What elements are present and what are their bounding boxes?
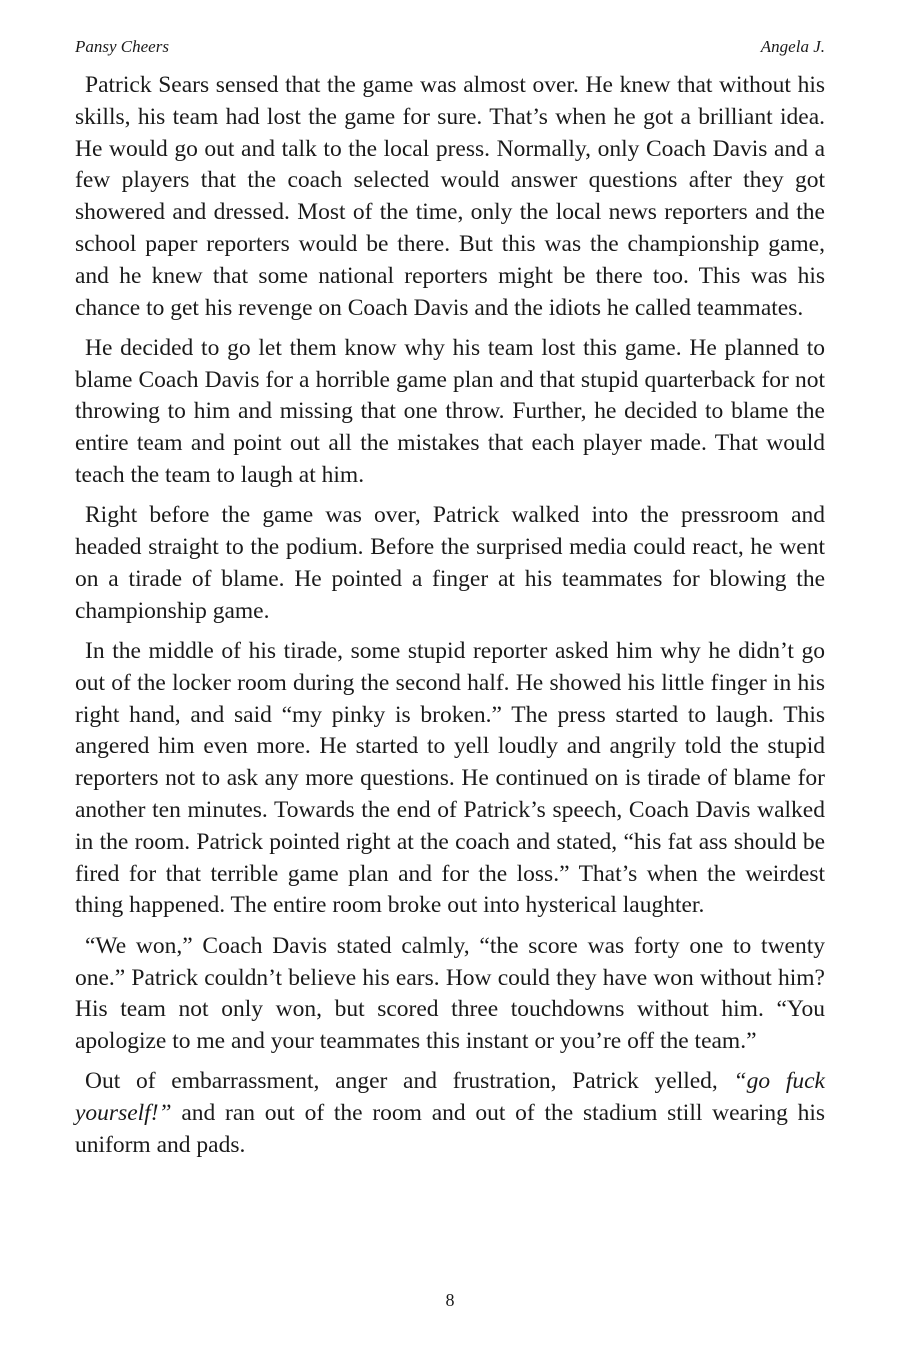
final-paragraph xyxy=(75,1066,825,1161)
final-paragraph-start: Out of embarrassment, anger and frustration, Patrick yelled, xyxy=(85,1068,734,1095)
italic-quote: “go fuck yourself!” xyxy=(75,1068,825,1127)
final-paragraph-end: and ran out of the room and out of the stadium still wearing his uniform and pads. xyxy=(75,1100,825,1158)
running-header xyxy=(75,36,825,58)
body-text xyxy=(75,70,825,1162)
book-title: Pansy Cheers xyxy=(75,37,169,56)
paragraph: He decided to go let them know why his team lost this game. He planned to blame Coach Davis for a horrible game plan and that stupid quarterback for not throwing to him and missing that one throw. Further, he decided to blame the entire team and point out all the mistakes that each player made. That would teach the team to laugh at him. xyxy=(75,334,825,489)
paragraph: In the middle of his tirade, some stupid reporter asked him why he didn’t go out of the locker room during the second half. He showed his little finger in his right hand, and said “my pinky is broken.” The press started to laugh. This angered him even more. He started to yell loudly and angrily told the stupid reporters not to ask any more questions. He continued on is tirade of blame for another ten minutes. Towards the end of Patrick’s speech, Coach Davis walked in the room. Patrick pointed right at the coach and stated, “his fat ass should be fired for that terrible game plan and for the loss.” That’s when the weirdest thing happened. The entire room broke out into hysterical laughter. xyxy=(75,638,825,919)
paragraph: Patrick Sears sensed that the game was almost over. He knew that without his skills, his team had lost the game for sure. That’s when he got a brilliant idea. He would go out and talk to the local press. Normally, only Coach Davis and a few players that the coach selected would answer questions after they got showered and dressed. Most of the time, only the local news reporters and the school paper reporters would be there. But this was the championship game, and he knew that some national reporters might be there too. This was his chance to get his revenge on Coach Davis and the idiots he called teammates. xyxy=(75,72,825,321)
page-number: 8 xyxy=(445,1290,455,1310)
author-name: Angela J. xyxy=(760,37,825,56)
paragraph: “We won,” Coach Davis stated calmly, “the score was forty one to twenty one.” Patrick couldn’t believe his ears. How could they have won without him? His team not only won, but scored three touchdowns without him. “You apologize to me and your teammates this instant or you’re off the team.” xyxy=(75,932,825,1055)
paragraph: Right before the game was over, Patrick walked into the pressroom and headed straight to the podium. Before the surprised media could react, he went on a tirade of blame. He pointed a finger at his teammates for blowing the championship game. xyxy=(75,502,825,624)
